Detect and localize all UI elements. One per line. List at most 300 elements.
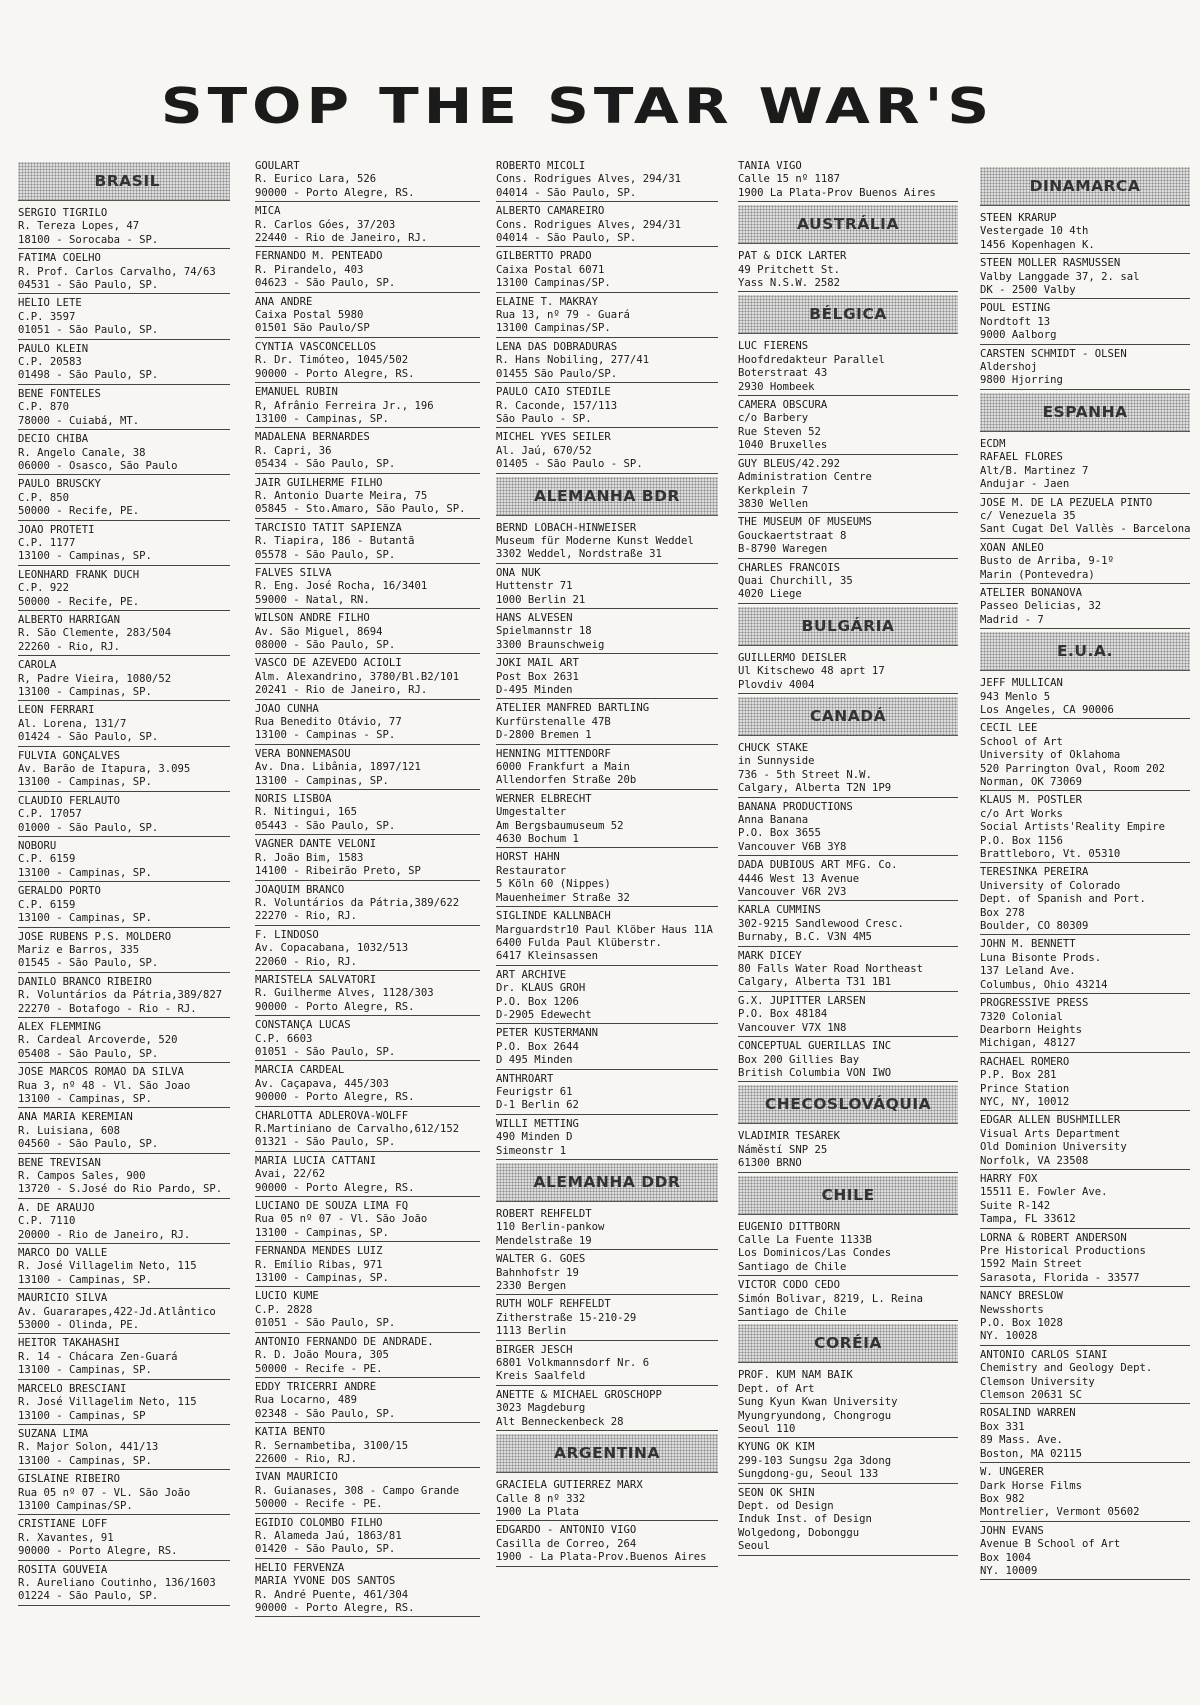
entry-address-line: R. Eurico Lara, 526: [255, 173, 377, 186]
entry-name: CAMERA OBSCURA: [738, 399, 828, 412]
address-entry: [738, 399, 958, 455]
entry-address-line: R. Sernambetiba, 3100/15: [255, 1439, 409, 1452]
entry-address-line: 90000 - Porto Alegre, RS.: [255, 1181, 415, 1194]
address-entry: [18, 343, 230, 385]
entry-address-line: 13100 - Campinas, SP.: [18, 1364, 152, 1377]
entry-address-line: Dept. of Art: [738, 1382, 815, 1395]
entry-address-line: Avenue B School of Art: [980, 1538, 1121, 1551]
address-entry: [738, 250, 958, 292]
entry-address-line: Box 982: [980, 1492, 1025, 1505]
address-entry: [255, 1019, 480, 1061]
address-entry: [18, 207, 230, 249]
entry-address-line: 50000 - Recife - PE.: [255, 1498, 383, 1511]
entry-name: BIRGER JESCH: [496, 1343, 573, 1356]
address-entry: [18, 1292, 230, 1334]
entry-address-line: Feurigstr 61: [496, 1085, 573, 1098]
entry-name: FALVES SILVA: [255, 566, 332, 579]
entry-name: ALBERTO HARRIGAN: [18, 613, 121, 626]
entry-address-line: Av. Barão de Itapura, 3.095: [18, 763, 191, 776]
entry-address-line: 01545 - São Paulo, SP.: [18, 957, 159, 970]
entry-address-line: 01501 São Paulo/SP: [255, 322, 370, 335]
entry-address-line: University of Colorado: [980, 879, 1121, 892]
country-header: BULGÁRIA: [738, 607, 958, 646]
entry-name: ANA MARIA KEREMIAN: [18, 1111, 133, 1124]
address-entry: [255, 884, 480, 926]
entry-name: EDGAR ALLEN BUSHMILLER: [980, 1114, 1121, 1127]
entry-address-line: Montrelier, Vermont 05602: [980, 1506, 1140, 1519]
entry-address-line: P.O. Box 3655: [738, 827, 821, 840]
entry-name: TANIA VIGO: [738, 160, 802, 172]
entry-address-line: Myungryundong, Chongrogu: [738, 1409, 892, 1422]
entry-address-line: 13100 - Campinas, SP.: [18, 1273, 152, 1286]
address-entry: [255, 341, 480, 383]
entry-address-line: 50000 - Recife, PE.: [18, 505, 140, 518]
entry-address-line: P.O. Box 1028: [980, 1317, 1063, 1330]
entry-name: WILLI METTING: [496, 1117, 579, 1130]
entry-address-line: Al. Lorena, 131/7: [18, 717, 127, 730]
address-entry: [496, 748, 718, 790]
entry-address-line: R. André Puente, 461/304: [255, 1588, 409, 1601]
entry-address-line: 13100 - Campinas, SP.: [255, 774, 389, 787]
entry-address-line: Busto de Arriba, 9-1º: [980, 555, 1114, 568]
entry-name: HELIO FERVENZA: [255, 1561, 345, 1574]
entry-name: GUILLERMO DEISLER: [738, 651, 847, 664]
entry-name: PAULO KLEIN: [18, 342, 89, 355]
entry-name: HORST HAHN: [496, 851, 560, 864]
entry-address-line: R, Afrânio Ferreira Jr., 196: [255, 399, 434, 412]
entry-address-line: 2330 Bergen: [496, 1280, 567, 1293]
entry-address-line: NY. 10028: [980, 1330, 1038, 1343]
entry-name: VICTOR CODO CEDO: [738, 1279, 841, 1292]
country-header: ARGENTINA: [496, 1434, 718, 1473]
entry-address-line: 22270 - Botafogo - Rio - RJ.: [18, 1002, 197, 1015]
entry-address-line: Santiago de Chile: [738, 1260, 847, 1273]
entry-name: ATELIER BONANOVA: [980, 586, 1083, 599]
entry-name: MADALENA BERNARDES: [255, 431, 370, 444]
entry-address-line: University of Oklahoma: [980, 749, 1121, 762]
entry-name: ALEX FLEMMING: [18, 1020, 101, 1033]
entry-name: POUL ESTING: [980, 302, 1051, 315]
entry-address-line: Box 200 Gillies Bay: [738, 1053, 860, 1066]
entry-name: VLADIMIR TESÁREK: [738, 1130, 841, 1143]
entry-name: FERNANDO M. PENTEADO: [255, 250, 383, 263]
entry-name: W. UNGERER: [980, 1466, 1044, 1479]
entry-address-line: 13100 - Campinas, SP: [18, 1409, 146, 1422]
address-entry: [18, 524, 230, 566]
entry-name: GOULART: [255, 160, 300, 172]
entry-address-line: 6000 Frankfurt a Main: [496, 761, 630, 774]
entry-name: GISLAINE RIBEIRO: [18, 1473, 121, 1486]
entry-address-line: Spielmannstr 18: [496, 625, 592, 638]
entry-name: KATIA BENTO: [255, 1426, 326, 1439]
entry-address-line: R. Luisiana, 608: [18, 1124, 121, 1137]
entry-address-line: 04623 - São Paulo, SP.: [255, 277, 396, 290]
entry-name: JOHN EVANS: [980, 1524, 1044, 1537]
entry-address-line: 78000 - Cuiabá, MT.: [18, 414, 140, 427]
entry-address-line: 20241 - Rio de Janeiro, RJ.: [255, 684, 428, 697]
entry-address-line: 05434 - São Paulo, SP.: [255, 458, 396, 471]
entry-name: DECIO CHIBA: [18, 433, 89, 446]
entry-name: GUY BLEUS/42.292: [738, 457, 841, 470]
entry-name: G.X. JUPITTER LARSEN: [738, 994, 866, 1007]
address-entry: [18, 1021, 230, 1063]
address-entry: [496, 431, 718, 473]
entry-name: PAULO CAIO STEDILE: [496, 386, 611, 399]
entry-address-line: Rua Benedito Otávio, 77: [255, 716, 402, 729]
country-header: CANADÁ: [738, 697, 958, 736]
entry-address-line: Calle 8 nº 332: [496, 1492, 586, 1505]
entry-address-line: 110 Berlin-pankow: [496, 1221, 605, 1234]
entry-address-line: 13100 - Campinas - SP.: [255, 729, 396, 742]
entry-name: EDDY TRICERRI ANDRÉ: [255, 1380, 377, 1393]
address-entry: [496, 522, 718, 564]
entry-name: RACHAEL ROMERO: [980, 1055, 1070, 1068]
entry-address-line: Rua 05 nº 07 - VL. São João: [18, 1486, 191, 1499]
entry-name: HENNING MITTENDORF: [496, 747, 611, 760]
entry-address-line: 1000 Berlin 21: [496, 593, 586, 606]
entry-address-line: Umgestalter: [496, 806, 567, 819]
address-entry: [18, 1111, 230, 1153]
entry-name: FÚLVIA GONÇALVES: [18, 749, 121, 762]
address-entry: [738, 1369, 958, 1438]
address-entry: [18, 1247, 230, 1289]
entry-address-line: Calle 15 nº 1187: [738, 173, 841, 186]
entry-address-line: 3302 Weddel, Nordstraße 31: [496, 548, 662, 561]
entry-address-line: Clemson University: [980, 1375, 1095, 1388]
entry-address-line: 13100 - Campinas, SP.: [255, 1272, 389, 1285]
address-entry: [255, 431, 480, 473]
address-entry: [255, 748, 480, 790]
address-entry: [738, 1040, 958, 1082]
address-entry: [18, 659, 230, 701]
entry-address-line: Rua 3, nº 48 - Vl. São Joao: [18, 1079, 191, 1092]
address-entry: [496, 250, 718, 292]
entry-address-line: R. José Villagelim Neto, 115: [18, 1396, 197, 1409]
entry-address-line: c/o Art Works: [980, 807, 1063, 820]
address-entry: [496, 851, 718, 907]
entry-name: HEITOR TAKAHASHI: [18, 1337, 121, 1350]
address-entry: [980, 1173, 1190, 1229]
entry-address-line: 22600 - Rio, RJ.: [255, 1452, 358, 1465]
entry-address-line: Dark Horse Films: [980, 1479, 1083, 1492]
address-entry: [738, 1487, 958, 1556]
address-entry: [980, 938, 1190, 994]
entry-address-line: 6400 Fulda Paul Klüberstr.: [496, 936, 662, 949]
entry-address-line: Administration Centre: [738, 471, 872, 484]
entry-name: DADA DUBIOUS ART MFG. Co.: [738, 859, 898, 872]
entry-address-line: Rua 13, nº 79 - Guará: [496, 309, 630, 322]
address-entry: [255, 974, 480, 1016]
entry-address-line: P.O. Box 1206: [496, 995, 579, 1008]
entry-address-line: C.P. 2828: [255, 1303, 313, 1316]
entry-address-line: 05443 - São Paulo, SP.: [255, 819, 396, 832]
entry-address-line: 3830 Wellen: [738, 497, 809, 510]
entry-address-line: 1900 - La Plata-Prov.Buenos Aires: [496, 1551, 707, 1564]
entry-address-line: 05578 - São Paulo, SP.: [255, 548, 396, 561]
entry-address-line: R. Alameda Jaú, 1863/81: [255, 1529, 402, 1542]
entry-name: ANTONIO CARLOS SIANI: [980, 1348, 1108, 1361]
entry-address-line: Rue Steven 52: [738, 425, 821, 438]
entry-name: GILBERTTO PRADO: [496, 250, 592, 263]
entry-name: F. LINDOSO: [255, 928, 319, 941]
entry-address-line: Av. Dna. Libânia, 1897/121: [255, 761, 421, 774]
entry-name: EMANUEL RUBIN: [255, 386, 338, 399]
entry-name: CLAUDIO FERLAUTO: [18, 794, 121, 807]
entry-address-line: 22270 - Rio, RJ.: [255, 910, 358, 923]
entry-address-line: Rua Locarno, 489: [255, 1394, 358, 1407]
address-entry: [255, 703, 480, 745]
address-entry: [496, 296, 718, 338]
entry-address-line: 05845 - Sto.Amaro, São Paulo, SP.: [255, 503, 466, 516]
entry-name: GERALDO PORTO: [18, 885, 101, 898]
column-2: [255, 160, 480, 1620]
entry-name: XOAN ANLEO: [980, 541, 1044, 554]
entry-address-line: R. Prof. Carlos Carvalho, 74/63: [18, 265, 216, 278]
entry-address-line: Sarasota, Florida - 33577: [980, 1271, 1140, 1284]
entry-address-line: R. Hans Nobiling, 277/41: [496, 354, 650, 367]
entry-address-line: Av. São Miguel, 8694: [255, 625, 383, 638]
address-entry: [18, 1518, 230, 1560]
entry-address-line: Marin (Pontevedra): [980, 568, 1095, 581]
entry-address-line: Boulder, CO 80309: [980, 920, 1089, 933]
entry-address-line: R. 14 - Chácara Zen-Guará: [18, 1350, 178, 1363]
entry-address-line: 4446 West 13 Avenue: [738, 872, 860, 885]
address-entry: [496, 969, 718, 1025]
address-entry: [255, 567, 480, 609]
entry-name: MAURÍCIO SILVA: [18, 1292, 108, 1305]
entry-address-line: Newsshorts: [980, 1303, 1044, 1316]
entry-address-line: Calgary, Alberta T2N 1P9: [738, 782, 892, 795]
address-entry: [980, 1232, 1190, 1288]
entry-address-line: R. Campos Sales, 900: [18, 1170, 146, 1182]
entry-name: MICHEL YVES SEILER: [496, 431, 611, 444]
entry-name: ANA ANDRÉ: [255, 295, 313, 308]
entry-address-line: Nordtoft 13: [980, 315, 1051, 328]
address-entry: [18, 1337, 230, 1379]
entry-address-line: D-1 Berlin 62: [496, 1099, 579, 1112]
entry-address-line: Cons. Rodrigues Alves, 294/31: [496, 173, 681, 186]
entry-address-line: Valby Langgade 37, 2. sal: [980, 270, 1140, 283]
entry-name: ANTONIO FERNANDO DE ANDRADE.: [255, 1335, 434, 1348]
country-header: ESPANHA: [980, 393, 1190, 432]
entry-name: ROBERT REHFELDT: [496, 1208, 592, 1220]
entry-address-line: 1900 La Plata-Prov Buenos Aires: [738, 186, 936, 199]
entry-address-line: Wolgedong, Dobonggu: [738, 1526, 860, 1539]
address-entry: [980, 587, 1190, 629]
address-entry: [980, 1525, 1190, 1581]
entry-address-line: 13720 - S.José do Rio Pardo, SP.: [18, 1183, 223, 1196]
entry-name: STEEN KRARUP: [980, 212, 1057, 224]
entry-name: SUZANA LIMA: [18, 1427, 89, 1440]
entry-address-line: Alt/B. Martinez 7: [980, 464, 1089, 477]
entry-address-line: 22060 - Rio, RJ.: [255, 955, 358, 968]
address-entry: [255, 250, 480, 292]
address-entry: [980, 997, 1190, 1053]
address-entry: [738, 1279, 958, 1321]
entry-name: LORNA & ROBERT ANDERSON: [980, 1231, 1127, 1244]
entry-address-line: 01051 - São Paulo, SP.: [255, 1317, 396, 1330]
entry-address-line: 01224 - São Paulo, SP.: [18, 1590, 159, 1603]
entry-address-line: 90000 - Porto Alegre, RS.: [18, 1545, 178, 1558]
address-entry: [980, 542, 1190, 584]
entry-address-line: 01424 - São Paulo, SP.: [18, 731, 159, 744]
address-entry: [496, 1208, 718, 1250]
entry-address-line: R. Voluntários da Pátria,389/827: [18, 989, 223, 1002]
entry-address-line: 9800 Hjorring: [980, 374, 1063, 387]
address-entry: [18, 252, 230, 294]
country-header: ALEMANHA DDR: [496, 1163, 718, 1202]
address-entry: [980, 866, 1190, 935]
entry-address-line: 53000 - Olinda, PE.: [18, 1319, 140, 1332]
entry-address-line: Vancouver V7X 1N8: [738, 1021, 847, 1034]
entry-address-line: 4630 Bochum 1: [496, 833, 579, 846]
entry-address-line: Old Dominion University: [980, 1141, 1127, 1154]
entry-name: PAULO BRUSCKY: [18, 478, 101, 491]
address-entry: [738, 458, 958, 514]
entry-address-line: 1900 La Plata: [496, 1505, 579, 1518]
entry-name: BENÊ FONTELES: [18, 387, 101, 400]
entry-address-line: DK - 2500 Valby: [980, 284, 1076, 297]
entry-name: JAIR GUILHERME FILHO: [255, 476, 383, 489]
entry-address-line: 13100 Campinas/SP.: [18, 1499, 133, 1512]
entry-address-line: Sungdong-gu, Seoul 133: [738, 1468, 879, 1481]
address-entry: [738, 516, 958, 558]
entry-address-line: C.P. 922: [18, 582, 70, 595]
address-entry: [255, 477, 480, 519]
address-entry: [255, 1336, 480, 1378]
entry-name: GRACIELA GUTIERREZ MARX: [496, 1479, 643, 1492]
entry-name: ONA NUK: [496, 566, 541, 579]
entry-address-line: 20000 - Rio de Janeiro, RJ.: [18, 1228, 191, 1241]
address-entry: [738, 742, 958, 798]
entry-address-line: 943 Menlo 5: [980, 690, 1051, 703]
entry-name: ROBERTO MICOLI: [496, 160, 586, 172]
entry-address-line: R. Tereza Lopes, 47: [18, 220, 140, 233]
entry-address-line: 3300 Braunschweig: [496, 638, 605, 651]
entry-name: PETER KÜSTERMANN: [496, 1027, 599, 1040]
entry-address-line: Kreis Saalfeld: [496, 1370, 586, 1383]
entry-address-line: 5 Köln 60 (Nippes): [496, 878, 611, 891]
address-entry: [18, 1473, 230, 1515]
entry-name: EUGENIO DITTBORN: [738, 1220, 841, 1233]
entry-name: JOÃO CUNHA: [255, 702, 319, 715]
country-header: BÉLGICA: [738, 295, 958, 334]
entry-address-line: Norfolk, VA 23508: [980, 1154, 1089, 1167]
address-entry: [18, 885, 230, 927]
entry-address-line: R.Martiniano de Carvalho,612/152: [255, 1123, 460, 1135]
entry-name: NORIS LISBOA: [255, 793, 332, 806]
entry-address-line: 01321 - São Paulo, SP.: [255, 1136, 396, 1149]
address-entry: [255, 1426, 480, 1468]
entry-name: LEONHARD FRANK DUCH: [18, 568, 140, 581]
entry-name: IVAN MAURÍCIO: [255, 1471, 338, 1484]
entry-address-line: Seoul 110: [738, 1423, 796, 1435]
entry-address-line: 13100 Campinas/SP.: [496, 322, 611, 335]
entry-address-line: C.P. 6159: [18, 853, 76, 866]
entry-name: WALTER G. GOES: [496, 1253, 586, 1266]
entry-address-line: 13100 - Campinas, SP.: [18, 1092, 152, 1105]
country-header: DINAMARCA: [980, 167, 1190, 206]
address-entry: [496, 1344, 718, 1386]
address-entry: [496, 205, 718, 247]
entry-address-line: Box 331: [980, 1420, 1025, 1433]
address-entry: [496, 1524, 718, 1566]
entry-name: ART ARCHIVE: [496, 968, 567, 981]
entry-address-line: Yass N.S.W. 2582: [738, 277, 841, 290]
entry-name: KYUNG OK KIM: [738, 1441, 815, 1454]
address-entry: [738, 340, 958, 396]
entry-address-line: Calgary, Alberta T31 1B1: [738, 976, 892, 989]
address-entry: [496, 1027, 718, 1069]
address-entry: [496, 1073, 718, 1115]
entry-name: KARLA CUMMINS: [738, 904, 821, 917]
address-entry: [18, 1157, 230, 1199]
address-entry: [980, 348, 1190, 390]
entry-address-line: Dept. od Design: [738, 1500, 834, 1513]
entry-address-line: Alt Benneckenbeck 28: [496, 1415, 624, 1428]
entry-name: MÁRCIA CARDEAL: [255, 1064, 345, 1077]
entry-address-line: 02348 - São Paulo, SP.: [255, 1407, 396, 1420]
column-3: [496, 160, 718, 1570]
entry-address-line: 01000 - São Paulo, SP.: [18, 821, 159, 834]
entry-address-line: R. Dr. Timóteo, 1045/502: [255, 354, 409, 367]
entry-address-line: Burnaby, B.C. V3N 4M5: [738, 931, 872, 944]
page-title: STOP THE STAR WAR'S: [160, 77, 995, 135]
entry-address-line: 90000 - Porto Alegre, RS.: [255, 1602, 415, 1614]
entry-name: PROF. KUM NAM BAIK: [738, 1369, 853, 1382]
address-entry: [738, 1441, 958, 1483]
country-header: AUSTRÁLIA: [738, 205, 958, 244]
entry-address-line: 6417 Kleinsassen: [496, 950, 599, 963]
address-entry: [496, 1479, 718, 1521]
entry-address-line: 299-103 Sungsu 2ga 3dong: [738, 1454, 892, 1467]
entry-address-line: 49 Pritchett St.: [738, 263, 841, 276]
address-entry: [496, 1253, 718, 1295]
entry-address-line: Norman, OK 73069: [980, 776, 1083, 788]
entry-address-line: 13100 - Campinas, SP.: [255, 1226, 389, 1239]
entry-name: RUTH WOLF REHFELDT: [496, 1298, 611, 1311]
address-entry: [496, 160, 718, 202]
entry-address-line: 90000 - Porto Alegre, RS.: [255, 1091, 415, 1104]
address-entry: [18, 478, 230, 520]
entry-name: CRISTIANE LOFF: [18, 1518, 108, 1531]
address-entry: [255, 1064, 480, 1106]
address-entry: [496, 612, 718, 654]
address-entry: [496, 657, 718, 699]
entry-address-line: 4020 Liege: [738, 588, 802, 601]
entry-address-line: D-2800 Bremen 1: [496, 729, 592, 742]
entry-address-line: 80 Falls Water Road Northeast: [738, 963, 923, 976]
entry-address-line: 89 Mass. Ave.: [980, 1434, 1063, 1447]
address-entry: [18, 795, 230, 837]
entry-name: THE MUSEUM OF MUSEUMS: [738, 516, 872, 529]
address-entry: [18, 614, 230, 656]
entry-address-line: R. José Villagelim Neto, 115: [18, 1260, 197, 1273]
entry-address-line: Aldershoj: [980, 361, 1038, 374]
entry-name: ROSALIND WARREN: [980, 1407, 1076, 1420]
entry-address-line: Los Angeles, CA 90006: [980, 703, 1114, 716]
entry-address-line: Simeonstr 1: [496, 1144, 567, 1157]
address-entry: [738, 859, 958, 901]
entry-address-line: Mendelstraße 19: [496, 1234, 592, 1247]
entry-address-line: R. Carlos Góes, 37/203: [255, 218, 396, 231]
entry-name: HARRY FOX: [980, 1172, 1038, 1185]
entry-name: ALBERTO CAMAREIRO: [496, 205, 605, 218]
entry-address-line: Dept. of Spanish and Port.: [980, 893, 1146, 906]
address-entry: [980, 497, 1190, 539]
entry-name: SEON OK SHIN: [738, 1486, 815, 1499]
entry-address-line: Zitherstraße 15-210-29: [496, 1311, 637, 1324]
